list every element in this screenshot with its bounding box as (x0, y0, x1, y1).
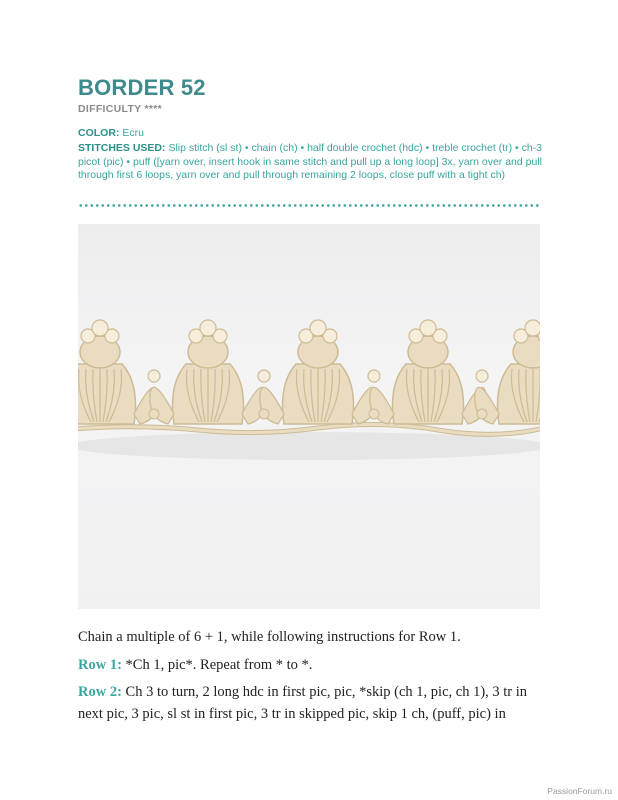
lace-picot (420, 320, 436, 336)
row-2-label: Row 2: (78, 684, 122, 700)
row-1-label: Row 1: (78, 657, 122, 673)
row-2-text: Ch 3 to turn, 2 long hdc in first pic, pic, *skip (ch 1, pic, ch 1), 3 tr in next pic, 3 pic, sl st in first pic, 3 tr in skipped pic, skip 1 ch, (puff, pic) in (78, 684, 528, 722)
color-value: Ecru (122, 127, 144, 139)
lace-picot (92, 320, 108, 336)
row-1-paragraph (78, 654, 548, 676)
intro-paragraph: Chain a multiple of 6 + 1, while following instructions for Row 1. (78, 629, 461, 645)
lace-connector-knot (369, 409, 379, 419)
lace-picot (310, 320, 326, 336)
lace-picot (525, 320, 540, 336)
lace-connector-picot (476, 370, 488, 382)
color-line (78, 127, 548, 141)
row-2-paragraph (78, 681, 548, 725)
watermark-text: PassionForum.ru (547, 786, 612, 796)
page-title: BORDER 52 (78, 75, 206, 100)
stitches-label: STITCHES USED: (78, 142, 166, 154)
lace-connector-picot (258, 370, 270, 382)
lace-connector-picot (148, 370, 160, 382)
stitches-line (78, 142, 548, 183)
crochet-lace-illustration (78, 224, 540, 609)
lace-connector-picot (368, 370, 380, 382)
crochet-border-photo (78, 224, 540, 609)
dotted-divider (78, 204, 540, 207)
lace-connector-knot (477, 409, 487, 419)
lace-picot (200, 320, 216, 336)
color-label: COLOR: (78, 127, 120, 139)
lace-connector-knot (149, 409, 159, 419)
stitches-value: Slip stitch (sl st) • chain (ch) • half double crochet (hdc) • treble crochet (tr) • ch-3 picot (pic) • puff ([yarn over, insert hook in same stitch and pull up a long loop] 3x, yarn over and pull through first 6 loops, yarn over and pull through remaining 2 loops, close puff with a tight ch) (78, 142, 543, 181)
difficulty-rating: DIFFICULTY **** (78, 103, 163, 115)
row-1-text: *Ch 1, pic*. Repeat from * to *. (121, 657, 313, 673)
lace-connector-knot (259, 409, 269, 419)
